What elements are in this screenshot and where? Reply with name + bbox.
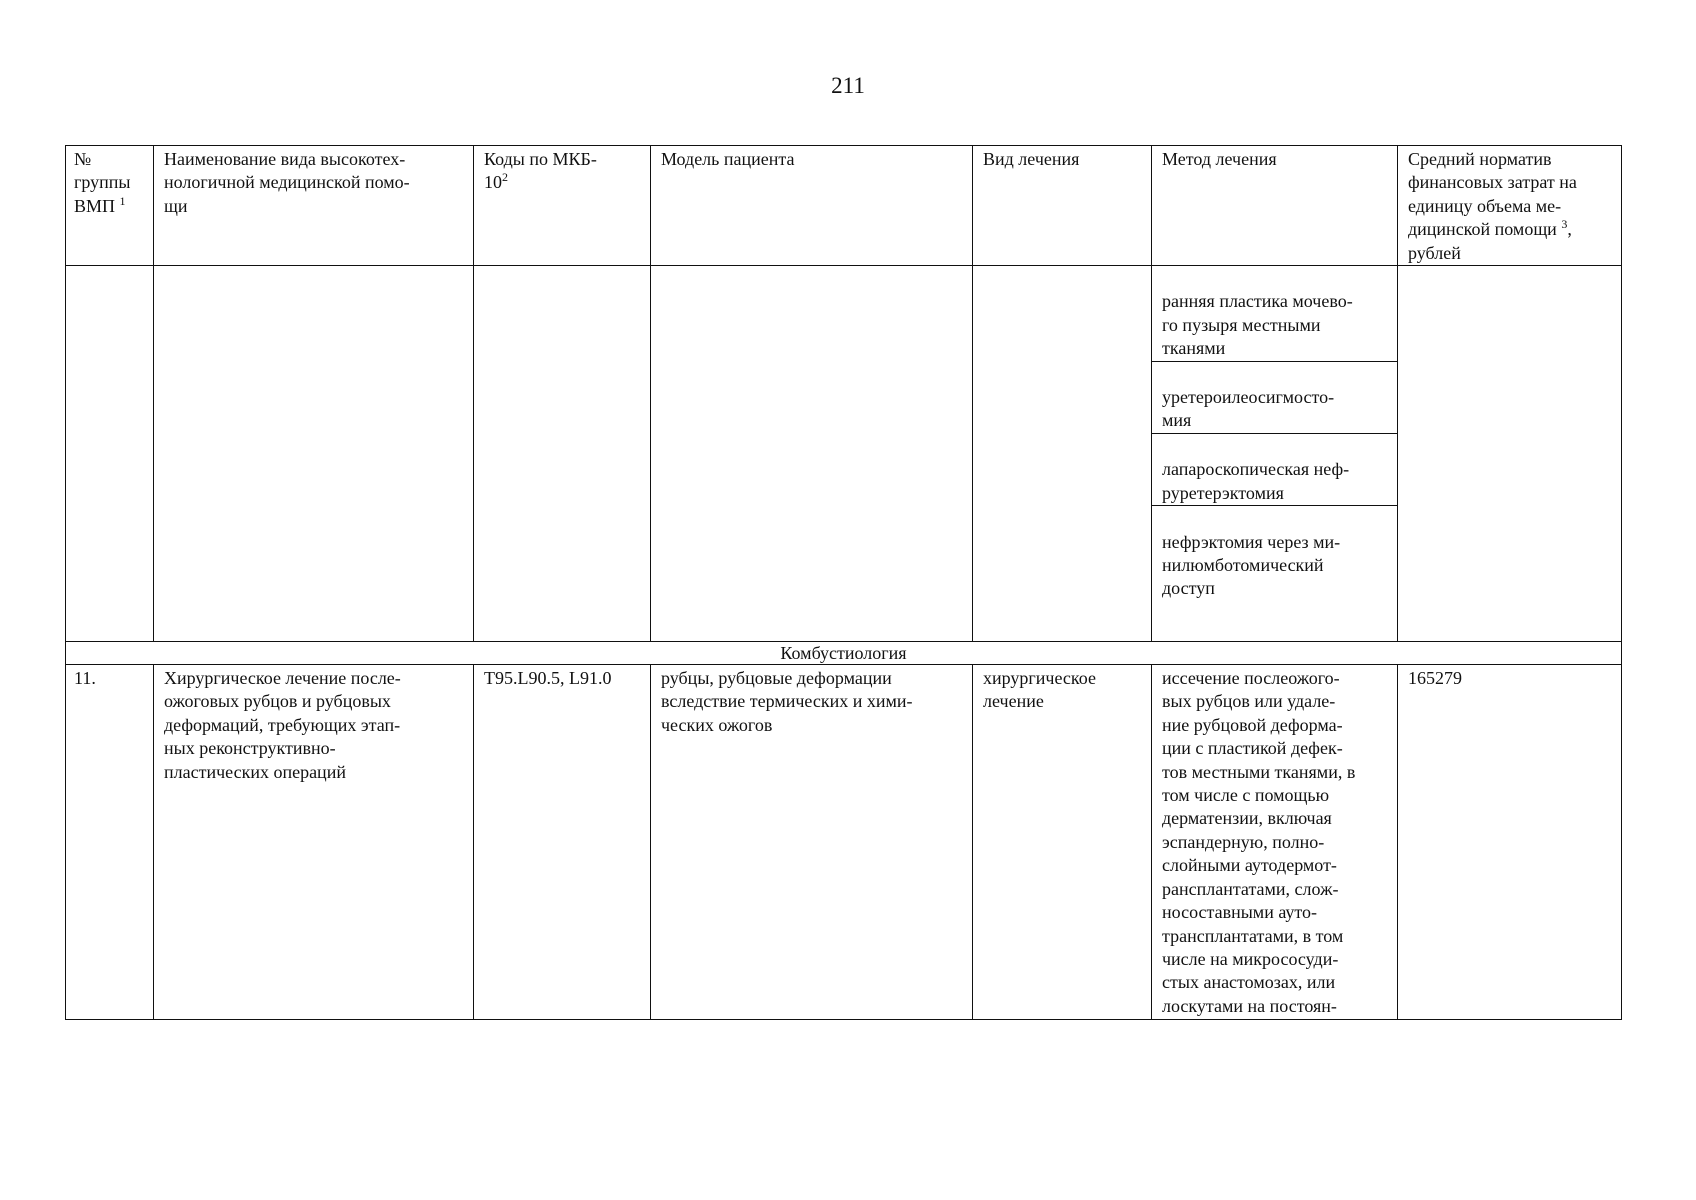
header-cost-norm: Средний норматив финансовых затрат на единицу объема ме- дицинской помощи $^3$, рублей: [1398, 146, 1622, 266]
section-title: Комбустиология: [66, 642, 1622, 665]
row-group-no: 11.: [66, 665, 154, 1020]
cell-empty: [474, 266, 651, 642]
continuation-row: [66, 266, 1622, 642]
continuation-methods-cell: [1152, 266, 1398, 642]
row-cost: 165279: [1398, 665, 1622, 1020]
vmp-table: [65, 145, 1622, 1020]
cell-empty: [1398, 266, 1622, 642]
cell-empty: [651, 266, 973, 642]
header-vmp-name: Наименование вида высокотех- нологичной медицинской помо- щи: [154, 146, 474, 266]
cell-empty: [973, 266, 1152, 642]
method-item: уретероилеосигмосто- мия: [1152, 385, 1397, 434]
page-number: 211: [831, 73, 865, 98]
table-header-row: [66, 146, 1622, 266]
method-item: нефрэктомия через ми- нилюмботомический доступ: [1162, 531, 1341, 599]
method-item: лапароскопическая неф- руретерэктомия: [1152, 457, 1397, 506]
table-row: [66, 665, 1622, 1020]
cell-empty: [66, 266, 154, 642]
row-treatment-method: иссечение послеожого- вых рубцов или удале- ние рубцовой деформа- ции с пластикой дефек- тов местными тканями, в том числе с помощью дерматензии, включая эспандерную, полно- слойными аутодермот- рансплантатами, слож- носоставными ауто- трансплантатами, в том числе на микрососуди- стых анастомозах, или лоскутами на постоян-: [1152, 665, 1398, 1020]
cell-empty: [154, 266, 474, 642]
header-icd-codes: Коды по МКБ- $10^2$: [474, 146, 651, 266]
row-icd-codes: T95.L90.5, L91.0: [474, 665, 651, 1020]
header-treatment-type: Вид лечения: [973, 146, 1152, 266]
header-group-no: № группы ВМП $^1$: [66, 146, 154, 266]
row-treatment-type: хирургическое лечение: [973, 665, 1152, 1020]
method-item: ранняя пластика мочево- го пузыря местными тканями: [1152, 289, 1397, 361]
row-patient-model: рубцы, рубцовые деформации вследствие термических и хими- ческих ожогов: [651, 665, 973, 1020]
row-vmp-name: Хирургическое лечение после- ожоговых рубцов и рубцовых деформаций, требующих этап- ных реконструктивно- пластических операций: [154, 665, 474, 1020]
header-treatment-method: Метод лечения: [1152, 146, 1398, 266]
header-patient-model: Модель пациента: [651, 146, 973, 266]
section-row: [66, 642, 1622, 665]
